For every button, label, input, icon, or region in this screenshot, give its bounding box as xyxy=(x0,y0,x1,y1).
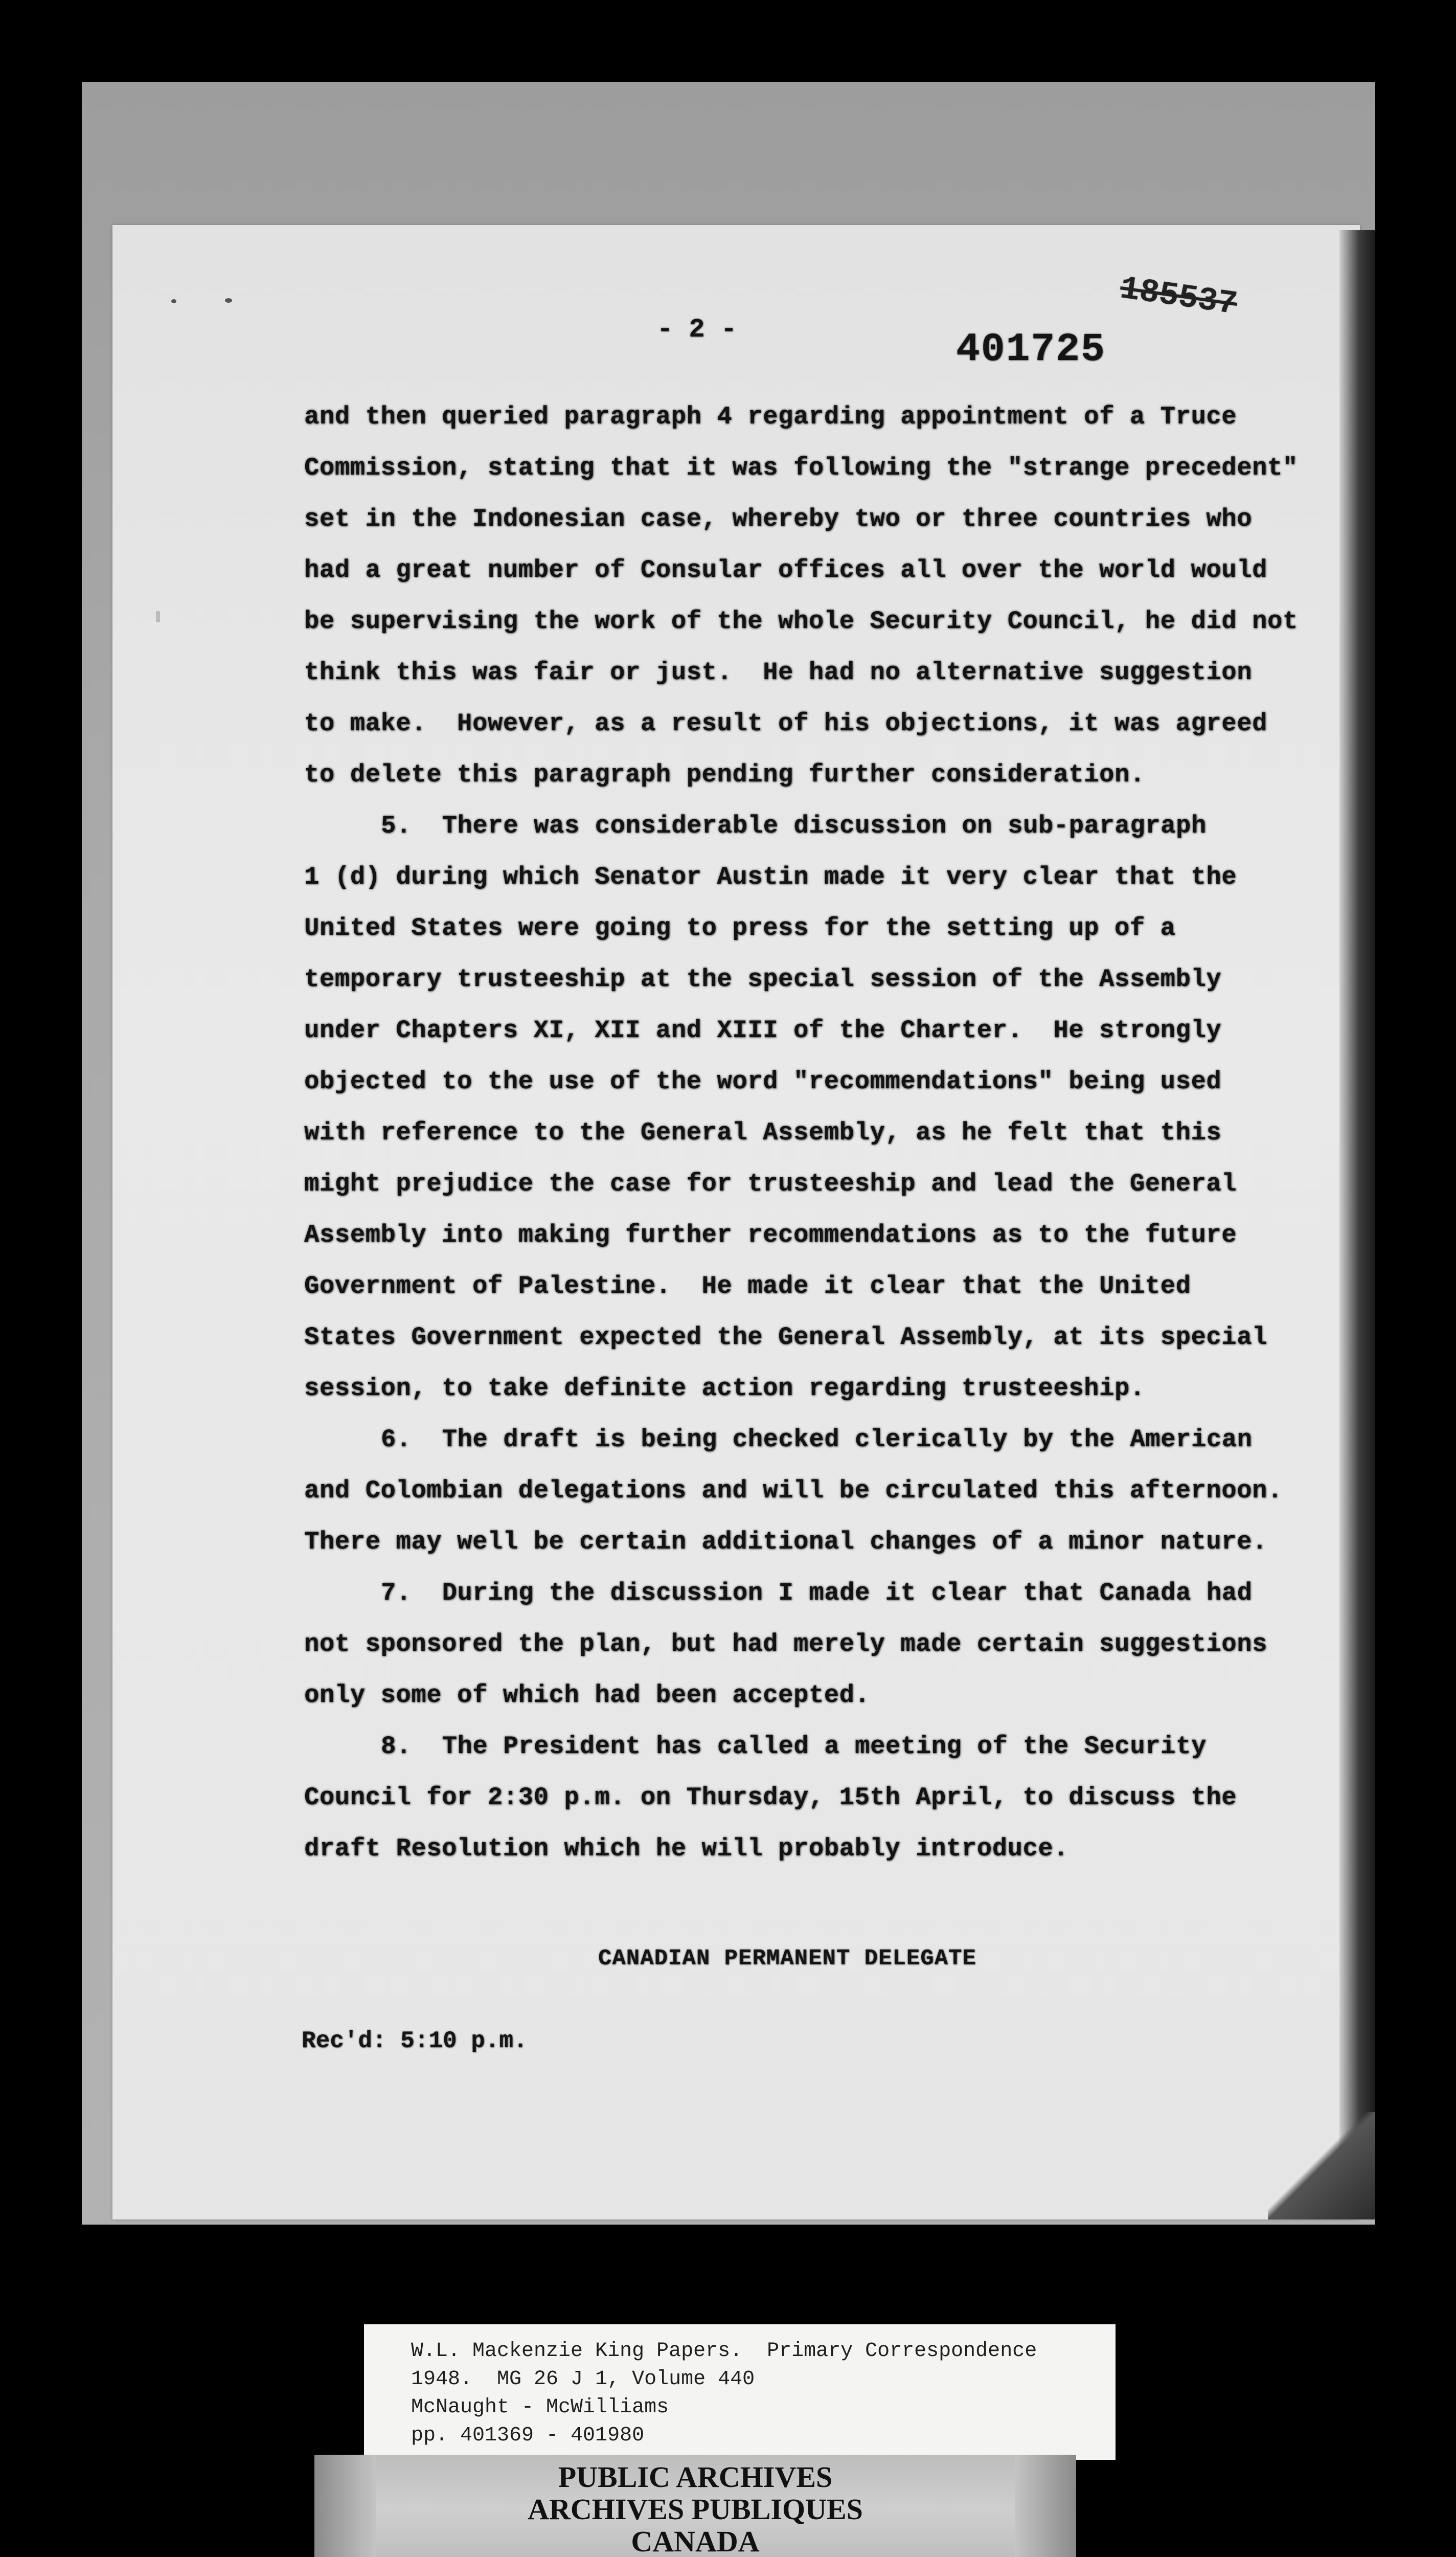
document-text-line: only some of which had been accepted. xyxy=(304,1681,870,1710)
document-body xyxy=(304,391,1327,1874)
document-text-line: temporary trusteeship at the special session of the Assembly xyxy=(304,965,1222,994)
document-text-line: be supervising the work of the whole Security Council, he did not xyxy=(304,607,1298,636)
document-text-line: 7. During the discussion I made it clear that Canada had xyxy=(381,1579,1253,1607)
document-text-line: 1 (d) during which Senator Austin made it very clear that the xyxy=(304,863,1237,891)
document-text-line: with reference to the General Assembly, as he felt that this xyxy=(304,1118,1222,1147)
label-line-collection: W.L. Mackenzie King Papers. Primary Correspondence xyxy=(411,2340,1037,2363)
document-text-line: and Colombian delegations and will be circulated this afternoon. xyxy=(304,1476,1283,1505)
document-text-line: set in the Indonesian case, whereby two or three countries who xyxy=(304,505,1253,533)
document-text-line: Assembly into making further recommendations as to the future xyxy=(304,1221,1237,1249)
document-text-line: draft Resolution which he will probably introduce. xyxy=(304,1834,1069,1863)
archive-label xyxy=(364,2324,1116,2460)
document-text-line: had a great number of Consular offices all over the world would xyxy=(304,556,1268,585)
document-text-line: There may well be certain additional changes of a minor nature. xyxy=(304,1528,1268,1556)
stamp-line-country: CANADA xyxy=(631,2525,760,2557)
document-text-line: session, to take definite action regarding trusteeship. xyxy=(304,1374,1145,1403)
document-text-line: objected to the use of the word "recommendations" being used xyxy=(304,1067,1222,1096)
document-number: 401725 xyxy=(956,327,1106,372)
signature-line: CANADIAN PERMANENT DELEGATE xyxy=(598,1946,976,1971)
label-line-pages: pp. 401369 - 401980 xyxy=(411,2424,645,2447)
paper-edge-shadow xyxy=(1339,230,1375,2214)
dust-speck xyxy=(156,611,160,622)
stamp-line-english: PUBLIC ARCHIVES xyxy=(558,2460,833,2494)
paper-corner-fold xyxy=(1268,2112,1375,2219)
stamp-line-french: ARCHIVES PUBLIQUES xyxy=(528,2493,863,2526)
document-text-line: 8. The President has called a meeting of the Security xyxy=(381,1732,1207,1761)
document-text-line: 6. The draft is being checked clerically by the American xyxy=(381,1425,1253,1454)
page-number: - 2 - xyxy=(657,315,737,345)
document-text-line: under Chapters XI, XII and XIII of the Charter. He strongly xyxy=(304,1016,1222,1045)
dust-speck xyxy=(225,298,232,303)
document-text-line: 5. There was considerable discussion on sub-paragraph xyxy=(381,812,1207,840)
document-text-line: Government of Palestine. He made it clear that the United xyxy=(304,1272,1191,1300)
dust-speck xyxy=(171,299,176,303)
struck-out-number: 185537 xyxy=(1118,271,1240,324)
document-text-line: not sponsored the plan, but had merely made certain suggestions xyxy=(304,1630,1268,1658)
document-text-line: United States were going to press for the setting up of a xyxy=(304,914,1176,943)
label-line-names: McNaught - McWilliams xyxy=(411,2396,669,2419)
document-text-line: Council for 2:30 p.m. on Thursday, 15th April, to discuss the xyxy=(304,1783,1237,1812)
document-text-line: Commission, stating that it was following the "strange precedent" xyxy=(304,454,1298,482)
received-time: Rec'd: 5:10 p.m. xyxy=(302,2028,528,2054)
document-text-line: think this was fair or just. He had no alternative suggestion xyxy=(304,658,1253,687)
document-text-line: to make. However, as a result of his objections, it was agreed xyxy=(304,709,1268,738)
label-line-volume: 1948. MG 26 J 1, Volume 440 xyxy=(411,2368,755,2391)
document-text-line: States Government expected the General Assembly, at its special xyxy=(304,1323,1268,1352)
document-text-line: to delete this paragraph pending further consideration. xyxy=(304,760,1145,789)
document-text-line: and then queried paragraph 4 regarding appointment of a Truce xyxy=(304,402,1237,431)
archives-stamp xyxy=(314,2455,1076,2557)
document-text-line: might prejudice the case for trusteeship and lead the General xyxy=(304,1170,1237,1198)
